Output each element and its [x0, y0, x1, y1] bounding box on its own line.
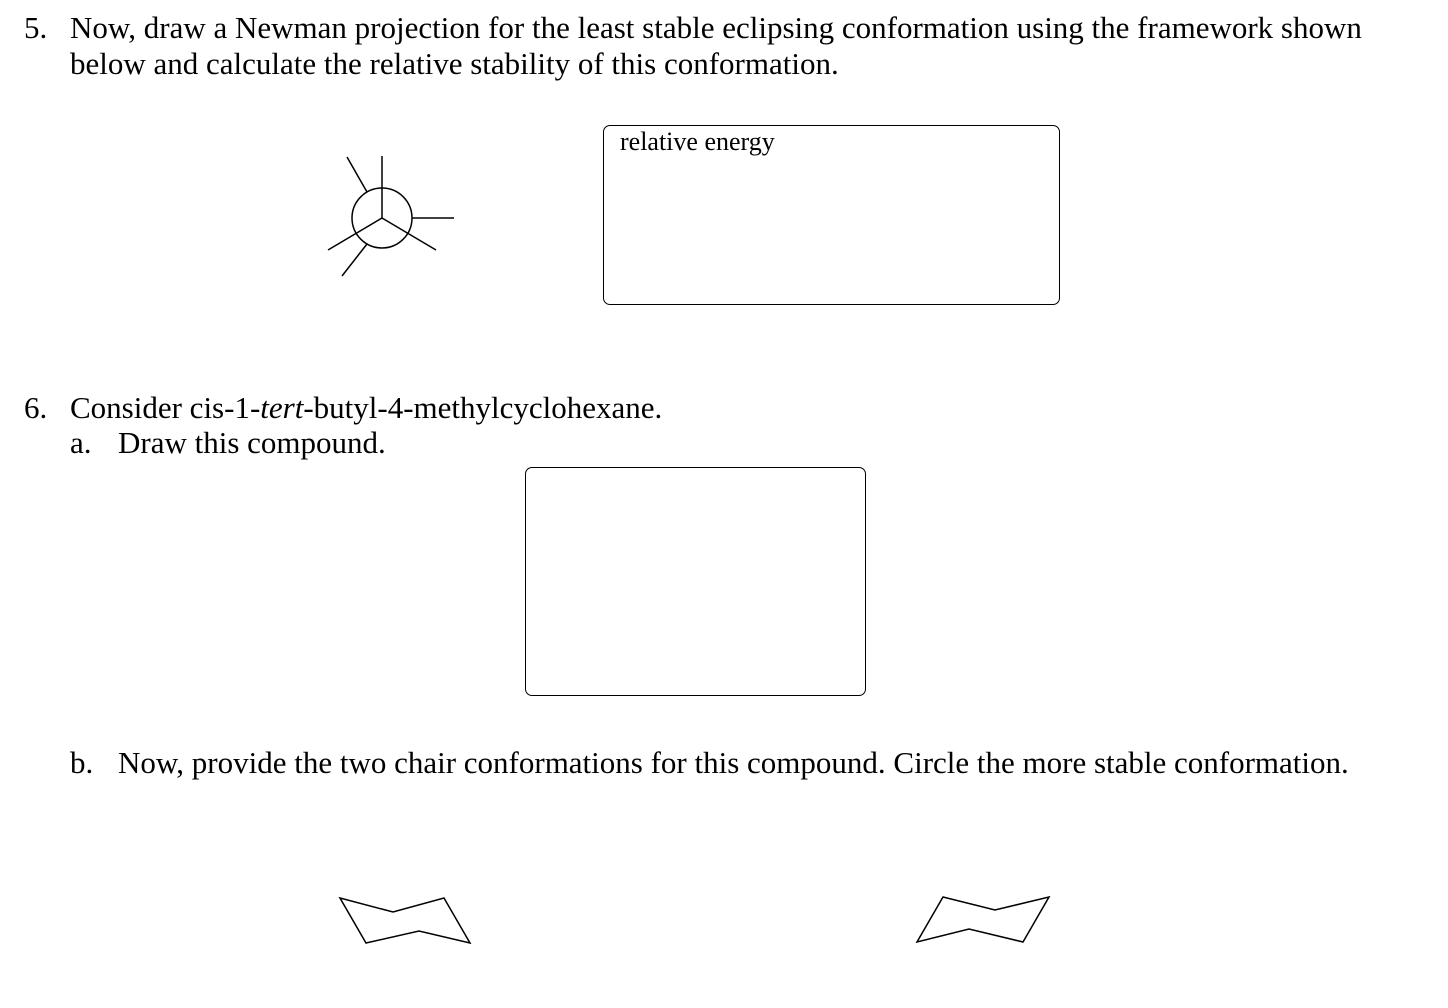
back-bond-upper-left — [347, 157, 367, 192]
chair-left-ring — [340, 898, 470, 943]
question-5-text-line-1: Now, draw a Newman projection for the least stable eclipsing conformation using the framework shown — [70, 10, 1362, 45]
chair-conformation-left — [335, 890, 475, 950]
question-6-prompt-suffix: -butyl-4-methylcyclohexane. — [303, 390, 663, 425]
front-bond-lower-left — [328, 218, 382, 250]
part-b-letter: b. — [70, 745, 94, 780]
draw-compound-answer-box[interactable] — [525, 467, 866, 696]
question-5-number: 5. — [24, 10, 48, 45]
part-a-letter: a. — [70, 425, 92, 460]
part-b-text: Now, provide the two chair conformations for this compound. Circle the more stable conformation. — [118, 745, 1349, 780]
question-5-text-line-2: below and calculate the relative stability of this conformation. — [70, 46, 839, 81]
question-6-number: 6. — [24, 390, 48, 425]
chair-conformation-right — [912, 892, 1057, 950]
part-a-text: Draw this compound. — [118, 425, 386, 460]
back-bond-down-left — [342, 244, 367, 276]
newman-projection-framework — [320, 150, 460, 280]
relative-energy-answer-box[interactable] — [603, 125, 1060, 305]
relative-energy-label: relative energy — [620, 127, 775, 156]
question-6-prompt — [70, 390, 662, 426]
question-6-prompt-italic: tert — [260, 390, 304, 425]
chair-right-ring — [917, 897, 1049, 942]
front-bond-lower-right — [382, 218, 436, 250]
question-6-prompt-prefix: Consider cis-1- — [70, 390, 261, 425]
